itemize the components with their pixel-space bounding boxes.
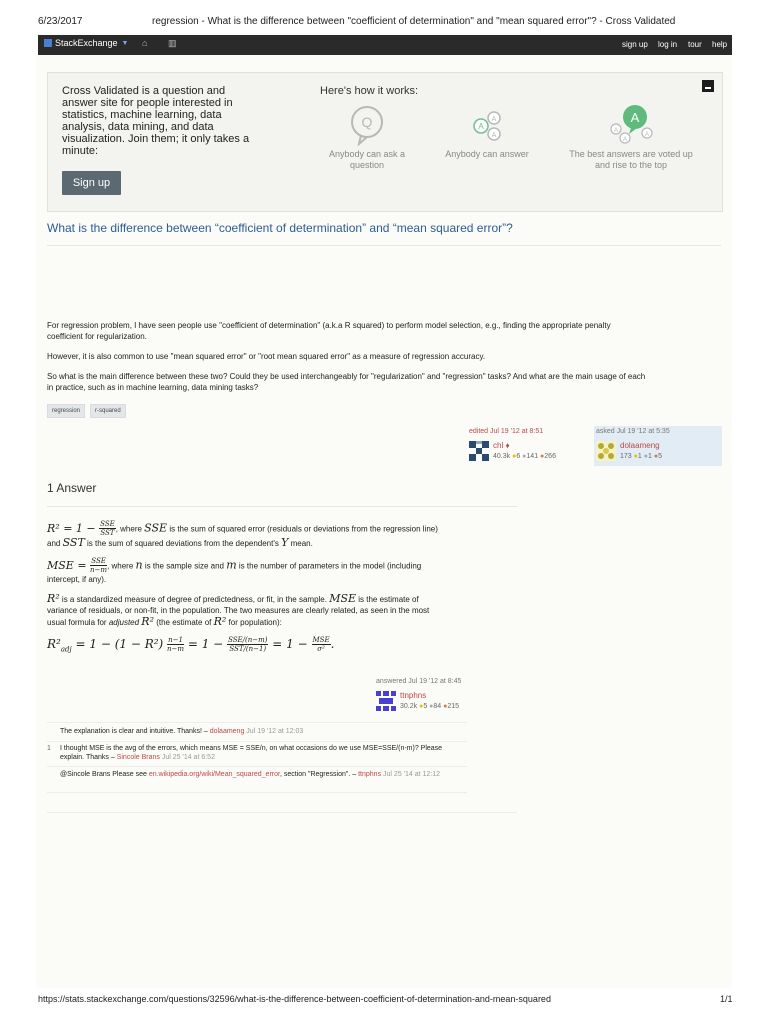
chevron-down-icon: ▼	[121, 39, 129, 47]
answer-text: is a standardized measure of degree of predictedness, or fit, in the sample.	[59, 595, 330, 604]
signup-link[interactable]: sign up	[622, 40, 648, 49]
formula-adjusted-r2: $R^2_{adj} = 1 - (1 - R^2)$ $\frac{n-1}{n-m}$ = 1 − $\frac{\text{SSE/(n−m)}}{\text{SST/(n−1)}}$ = 1 − $\frac{\text{MSE}}{\text{σ²}}$ .	[47, 636, 335, 654]
question-paragraph: For regression problem, I have seen people use "coefficient of determination" (a.k.a R squared) to perform model selection, e.g., finding the appropriate penalty coefficient for regularization.	[47, 321, 611, 341]
edited-timestamp[interactable]: edited Jul 19 '12 at 8:51	[469, 428, 544, 435]
answer-text: for population):	[226, 618, 282, 627]
comment-link[interactable]: en.wikipedia.org/wiki/Mean_squared_error	[148, 771, 280, 778]
gold-badge-icon: ●	[512, 453, 517, 460]
avatar[interactable]	[596, 441, 616, 461]
question-tags	[47, 404, 126, 418]
voted-answer-icon	[568, 101, 694, 149]
tag-r-squared[interactable]: r-squared	[90, 404, 126, 418]
comment-author[interactable]: ttnphns	[358, 771, 382, 778]
bronze-badge-count: 266	[544, 453, 556, 460]
answer-paragraph: R² is a standardized measure of degree of predictedness, or fit, in the sample. MSE is the estimate of variance of residuals, or non-fit, in the population. The two measures are clearly related, as seen in the most usual formula for adjusted R² (the estimate of R² for population):	[47, 592, 430, 628]
print-url: https://stats.stackexchange.com/questions/32596/what-is-the-difference-between-coefficient-of-determination-and-mean-squared	[38, 994, 551, 1004]
answer-paragraph: R² = 1 − $\frac{\text{SSE}}{\text{SST}}$ , where SSE is the sum of squared error (residuals or deviations from the regression line) and SST is the sum of squared deviations from the dependent's Y mean.	[47, 520, 438, 549]
silver-badge-count: 141	[526, 453, 539, 460]
answer-text: is the sum of squared deviations from the dependent's	[84, 539, 282, 548]
gold-badge-count: 6	[516, 453, 521, 460]
asker-reputation	[620, 453, 662, 460]
bronze-badge-icon: ●	[653, 453, 659, 460]
inbox-icon[interactable]: ⌂	[142, 38, 148, 48]
svg-text:A: A	[644, 132, 650, 138]
svg-text:A: A	[491, 132, 497, 139]
formula-mse: MSE = $\frac{\text{SSE}}{n-m}$	[47, 557, 108, 574]
svg-text:A: A	[622, 137, 628, 143]
bronze-badge-icon: ●	[540, 453, 545, 460]
answer-count: 1 Answer	[47, 481, 97, 495]
step-vote-label: The best answers are voted up and rise to the top	[569, 149, 693, 170]
achievements-icon[interactable]: ▥	[168, 38, 177, 48]
divider	[47, 722, 467, 723]
comment-text: @Sincole Brans Please see en.wikipedia.org/wiki/Mean_squared_error, section "Regression". – ttnphns Jul 25 '14 at 12:12	[60, 771, 441, 778]
stackexchange-logo-text: StackExchange	[55, 38, 118, 48]
answer-text: is the sample size and	[142, 561, 227, 571]
svg-text:A: A	[613, 128, 619, 134]
print-page-title: regression - What is the difference between "coefficient of determination" and "mean squared error"? - Cross Validated	[152, 16, 676, 27]
reputation-score: 40.3k	[493, 453, 511, 460]
answer-text: adjusted	[108, 618, 140, 627]
silver-badge-count: 1	[647, 453, 652, 460]
welcome-intro: Cross Validated is a question and answer site for people interested in statistics, machine learning, data analysis, data mining, and data visualization. Join them; it only takes a minute:	[62, 85, 250, 157]
question-bubble-icon	[312, 101, 422, 149]
formula-r2: R² = 1 − $\frac{\text{SSE}}{\text{SST}}$	[47, 520, 115, 537]
silver-badge-icon: ●	[643, 453, 648, 460]
step-ask-label: Anybody can ask a question	[328, 149, 406, 170]
stackexchange-logo[interactable]	[44, 38, 128, 48]
comment-author[interactable]: dolaameng	[209, 728, 245, 735]
answer-text: is the number of parameters in the model (including intercept, if any).	[47, 561, 422, 584]
asked-timestamp: asked Jul 19 '12 at 5:35	[596, 428, 670, 435]
reputation-score: 30.2k	[400, 703, 418, 710]
silver-badge-icon: ●	[429, 703, 434, 710]
comment-score: 1	[47, 745, 51, 752]
divider	[47, 741, 467, 742]
svg-text:A: A	[491, 116, 497, 123]
answered-timestamp: answered Jul 19 '12 at 8:45	[376, 678, 462, 685]
how-it-works-title: Here's how it works:	[320, 85, 419, 97]
step-answer	[432, 101, 542, 160]
answer-body	[47, 520, 447, 655]
gold-badge-icon: ●	[419, 703, 424, 710]
silver-badge-count: 84	[433, 703, 442, 710]
avatar[interactable]	[469, 441, 489, 461]
comment-author[interactable]: Sincole Brans	[116, 754, 160, 761]
sign-up-button[interactable]: Sign up	[62, 171, 121, 195]
editor-username[interactable]: chl ♦	[493, 441, 510, 450]
avatar[interactable]	[376, 691, 396, 711]
comment	[47, 770, 467, 792]
answer-text: (the estimate of	[154, 618, 214, 627]
help-link[interactable]: help	[712, 40, 728, 49]
answer-paragraph: MSE = $\frac{\text{SSE}}{n-m}$ , where n is the sample size and m is the number of parameters in the model (including intercept, if any).	[47, 557, 422, 584]
step-ask	[312, 101, 422, 171]
tour-link[interactable]: tour	[688, 40, 702, 49]
comment	[47, 744, 467, 766]
question-paragraph: So what is the main difference between these two? Could they be used interchangeably for "regularization" and "regression" tasks? And what are the main usage of each in practice, such as in machine learning, data mining tasks?	[47, 372, 646, 392]
asked-user-card	[594, 426, 722, 466]
answerer-username[interactable]: ttnphns	[400, 691, 427, 700]
answer-text: is the sum of squared error (residuals or deviations from the regression line) and	[47, 524, 438, 548]
comment-date[interactable]: Jul 19 '12 at 12:03	[246, 728, 304, 735]
print-page-number: 1/1	[720, 994, 733, 1004]
editor-reputation	[493, 453, 556, 460]
answer-text: , where	[115, 524, 145, 534]
comment	[47, 727, 467, 739]
step-vote	[568, 101, 694, 171]
answer-text: , where	[107, 561, 136, 571]
svg-text:Q: Q	[361, 114, 373, 130]
welcome-banner	[47, 72, 723, 212]
asker-username[interactable]: dolaameng	[620, 441, 660, 450]
answer-text: mean.	[288, 539, 313, 548]
comment-text: I thought MSE is the avg of the errors, which means MSE = SSE/n, on what occasions do we use MSE=SSE/(n-m)? Please explain. Thanks – Sincole Brans Jul 25 '14 at 6:52	[60, 745, 443, 761]
silver-badge-icon: ●	[522, 453, 527, 460]
top-bar	[38, 35, 732, 55]
answerer-reputation	[400, 703, 459, 710]
divider	[47, 812, 517, 813]
answer-text: is the estimate of variance of residuals, or non-fit, in the population. The two measures are clearly related, as seen in the most usual formula for	[47, 595, 430, 627]
tag-regression[interactable]: regression	[47, 404, 85, 418]
divider	[47, 792, 467, 793]
step-answer-label: Anybody can answer	[445, 149, 529, 159]
edited-user-card	[467, 426, 585, 466]
gold-badge-count: 1	[637, 453, 642, 460]
print-date: 6/23/2017	[38, 16, 83, 27]
login-link[interactable]: log in	[658, 40, 678, 49]
comment-date[interactable]: Jul 25 '14 at 6:52	[161, 754, 215, 761]
close-icon[interactable]	[702, 80, 714, 92]
bronze-badge-count: 5	[658, 453, 662, 460]
comment-date[interactable]: Jul 25 '14 at 12:12	[383, 771, 441, 778]
svg-text:A: A	[630, 110, 640, 125]
divider	[47, 245, 721, 246]
svg-text:A: A	[478, 122, 484, 131]
question-paragraph: However, it is also common to use "mean squared error" or "root mean squared error" as a measure of regression accuracy.	[47, 352, 486, 361]
bronze-badge-icon: ●	[443, 703, 448, 710]
gold-badge-icon: ●	[633, 453, 638, 460]
stackexchange-logo-icon	[44, 39, 52, 47]
question-title[interactable]: What is the difference between “coefficient of determination” and “mean squared error”?	[47, 221, 513, 235]
divider	[47, 506, 517, 507]
question-body	[47, 320, 647, 402]
bronze-badge-count: 215	[447, 703, 460, 710]
divider	[47, 766, 467, 767]
gold-badge-count: 5	[423, 703, 428, 710]
answered-user-card	[374, 676, 494, 712]
answer-bubbles-icon	[432, 101, 542, 149]
reputation-score: 173	[620, 453, 632, 460]
comment-text: The explanation is clear and intuitive. Thanks! – dolaameng Jul 19 '12 at 12:03	[60, 728, 304, 735]
